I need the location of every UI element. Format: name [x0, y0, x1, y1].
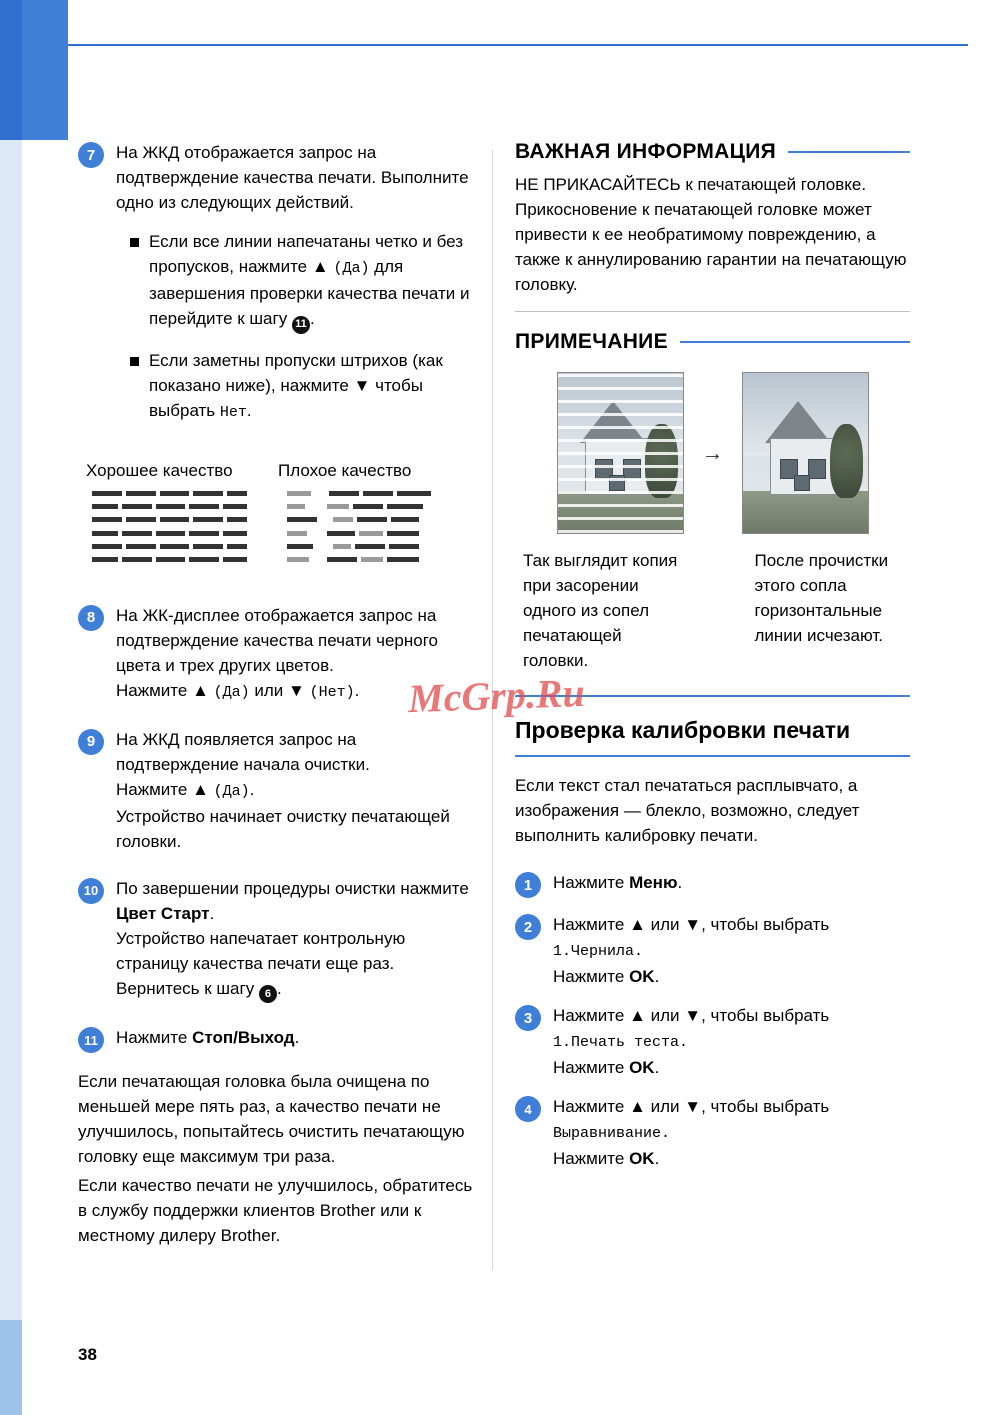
period: .	[654, 1149, 660, 1168]
step-ref-badge: 11	[292, 316, 310, 334]
button-name: Стоп/Выход	[192, 1028, 295, 1047]
period: .	[209, 903, 215, 923]
page-edge-accent-bottom	[0, 1320, 22, 1415]
step-text	[116, 727, 473, 854]
page-number: 38	[78, 1345, 97, 1364]
press-label: Нажмите	[116, 779, 193, 799]
calib-step-4	[515, 1094, 910, 1171]
step-number: 9	[78, 729, 104, 755]
step-ref-badge: 6	[259, 985, 277, 1003]
good-quality-label: Хорошее качество	[86, 460, 233, 480]
section-heading: Проверка калибровки печати	[515, 717, 851, 743]
left-column	[78, 140, 473, 1248]
step-7-text: На ЖКД отображается запрос на подтверждение качества печати. Выполните одно из следующих действий.	[116, 143, 469, 212]
bullet-mid: для завершения проверки качества печати и перейдите к шагу	[149, 257, 470, 328]
up-arrow-icon: ▲	[629, 1006, 646, 1025]
step-text	[116, 603, 473, 705]
step-number: 2	[515, 914, 541, 940]
heading-rule	[680, 341, 910, 343]
square-bullet-icon	[130, 357, 139, 366]
step-9-text: На ЖКД появляется запрос на подтверждение начала очистки.	[116, 729, 370, 774]
step-11	[78, 1025, 473, 1053]
note-heading	[515, 330, 910, 354]
step-7	[78, 140, 473, 439]
or-label: или	[249, 680, 288, 700]
down-arrow-icon: ▼	[684, 915, 702, 934]
sample-photos	[515, 372, 910, 534]
button-name: OK	[629, 1058, 655, 1077]
step-9-line3: Устройство начинает очистку печатающей головки.	[116, 806, 450, 851]
button-name: OK	[629, 967, 655, 986]
press-label: Нажмите	[553, 873, 630, 892]
step-number: 10	[78, 878, 104, 904]
calib-step-1	[515, 870, 910, 898]
period: .	[354, 680, 360, 700]
note-title: ПРИМЕЧАНИЕ	[515, 330, 668, 353]
up-arrow-icon: ▲	[311, 257, 329, 276]
bullet-post: .	[309, 309, 315, 328]
period: .	[677, 873, 683, 892]
important-body: НЕ ПРИКАСАЙТЕСЬ к печатающей головке. Прикосновение к печатающей головке может привести к ее необратимому повреждению, а также к аннулированию гарантии на печатающую головку.	[515, 175, 907, 294]
bad-quality-label: Плохое качество	[278, 460, 412, 480]
right-column	[515, 140, 910, 1185]
select-label: , чтобы выбрать	[701, 915, 830, 934]
lcd-value: (Нет)	[309, 683, 355, 701]
calib-step-2	[515, 912, 910, 989]
bullet-text	[149, 348, 473, 425]
good-quality-pattern	[92, 491, 247, 563]
select-label: , чтобы выбрать	[701, 1006, 830, 1025]
step-number: 4	[515, 1096, 541, 1122]
column-divider	[492, 150, 493, 1270]
period: .	[654, 1058, 660, 1077]
lcd-value: (Да)	[213, 782, 250, 800]
arrow-right-icon: →	[701, 440, 724, 465]
press-label: Нажмите	[553, 1149, 630, 1168]
or-label: или	[645, 915, 685, 934]
bad-quality-pattern	[287, 491, 442, 563]
closing-paragraph-2: Если качество печати не улучшилось, обратитесь в службу поддержки клиентов Brother или к местному дилеру Brother.	[78, 1176, 473, 1245]
press-label: Нажмите	[553, 1097, 630, 1116]
bullet-post: .	[246, 400, 252, 420]
period: .	[294, 1028, 300, 1047]
step-number: 3	[515, 1005, 541, 1031]
heading-rule	[788, 151, 910, 153]
page-edge-band	[0, 0, 22, 1415]
up-arrow-icon: ▲	[192, 680, 209, 700]
sample-labels	[86, 461, 473, 481]
period: .	[249, 779, 255, 799]
step-10-pre: По завершении процедуры очистки нажмите	[116, 878, 469, 898]
bullet-pre: Если все линии напечатаны четко и без пропусков, нажмите	[149, 232, 464, 276]
step-number: 1	[515, 872, 541, 898]
caption-right: После прочистки этого сопла горизонтальные линии исчезают.	[754, 551, 889, 645]
important-title: ВАЖНАЯ ИНФОРМАЦИЯ	[515, 140, 777, 163]
step-11-pre: Нажмите	[116, 1028, 193, 1047]
up-arrow-icon: ▲	[192, 779, 209, 799]
period: .	[654, 967, 660, 986]
step-9	[78, 727, 473, 854]
lcd-value: Нет	[219, 403, 247, 421]
down-arrow-icon: ▼	[684, 1006, 702, 1025]
or-label: или	[645, 1006, 685, 1025]
step-number: 8	[78, 605, 104, 631]
lcd-value: (Да)	[333, 260, 370, 277]
page-edge-accent-top	[0, 0, 22, 140]
chapter-tab	[22, 0, 68, 140]
button-name: Цвет Старт	[116, 903, 210, 923]
step-8-text: На ЖК-дисплее отображается запрос на подтверждение качества печати черного цвета и трех других цветов.	[116, 605, 438, 675]
step-text	[553, 870, 910, 898]
bullet-pre: Если заметны пропуски штрихов (как показано ниже), нажмите	[149, 350, 443, 395]
step-text	[553, 912, 910, 989]
step-text	[116, 876, 473, 1004]
step-text	[116, 140, 473, 439]
press-label: Нажмите	[116, 680, 193, 700]
photo-after-cleaning	[742, 372, 869, 534]
press-label: Нажмите	[553, 1058, 630, 1077]
banding-artifact	[558, 373, 683, 533]
step-7-bullets	[130, 229, 473, 425]
bullet-mid: чтобы выбрать	[149, 375, 423, 420]
step-10-line2: Устройство напечатает контрольную страницу качества печати еще раз.	[116, 928, 406, 973]
header-rule	[68, 44, 968, 46]
photo-clogged-nozzle	[557, 372, 684, 534]
step-8	[78, 603, 473, 705]
lcd-menu-value: 1.Чернила.	[553, 943, 644, 960]
section-separator-blue	[515, 695, 910, 697]
button-name: Меню	[629, 873, 678, 892]
heading-underline	[515, 755, 910, 757]
step-text	[553, 1094, 910, 1171]
step-number: 7	[78, 142, 104, 168]
step-10-line3-pre: Вернитесь к шагу	[116, 978, 259, 998]
up-arrow-icon: ▲	[629, 915, 646, 934]
down-arrow-icon: ▼	[288, 680, 305, 700]
watermark: McGrp.Ru	[407, 669, 586, 722]
section-separator	[515, 311, 910, 312]
button-name: OK	[629, 1149, 655, 1168]
up-arrow-icon: ▲	[629, 1097, 646, 1116]
bullet-item	[130, 348, 473, 425]
section-intro: Если текст стал печататься расплывчато, а изображения — блекло, возможно, следует выполнить калибровку печати.	[515, 776, 860, 845]
step-number: 11	[78, 1027, 104, 1053]
closing-paragraph-1: Если печатающая головка была очищена по меньшей мере пять раз, а качество печати не улучшилось, попытайтесь очистить печатающую головку еще максимум три раза.	[78, 1072, 465, 1166]
bullet-item	[130, 229, 473, 334]
select-label: , чтобы выбрать	[701, 1097, 830, 1116]
lcd-value: (Да)	[213, 683, 250, 701]
down-arrow-icon: ▼	[684, 1097, 702, 1116]
period: .	[276, 978, 282, 998]
press-label: Нажмите	[553, 915, 630, 934]
press-label: Нажмите	[553, 967, 630, 986]
down-arrow-icon: ▼	[353, 375, 371, 395]
step-10	[78, 876, 473, 1004]
calib-step-3	[515, 1003, 910, 1080]
press-label: Нажмите	[553, 1006, 630, 1025]
step-text	[116, 1025, 473, 1053]
step-text	[553, 1003, 910, 1080]
or-label: или	[645, 1097, 685, 1116]
square-bullet-icon	[130, 238, 139, 247]
lcd-menu-value: 1.Печать теста.	[553, 1034, 689, 1051]
caption-left: Так выглядит копия при засорении одного из сопел печатающей головки.	[523, 551, 678, 670]
bullet-text	[149, 229, 473, 334]
lcd-menu-value: Выравнивание.	[553, 1125, 671, 1142]
print-quality-samples	[92, 491, 473, 563]
important-heading	[515, 140, 910, 164]
photo-captions	[523, 548, 910, 673]
